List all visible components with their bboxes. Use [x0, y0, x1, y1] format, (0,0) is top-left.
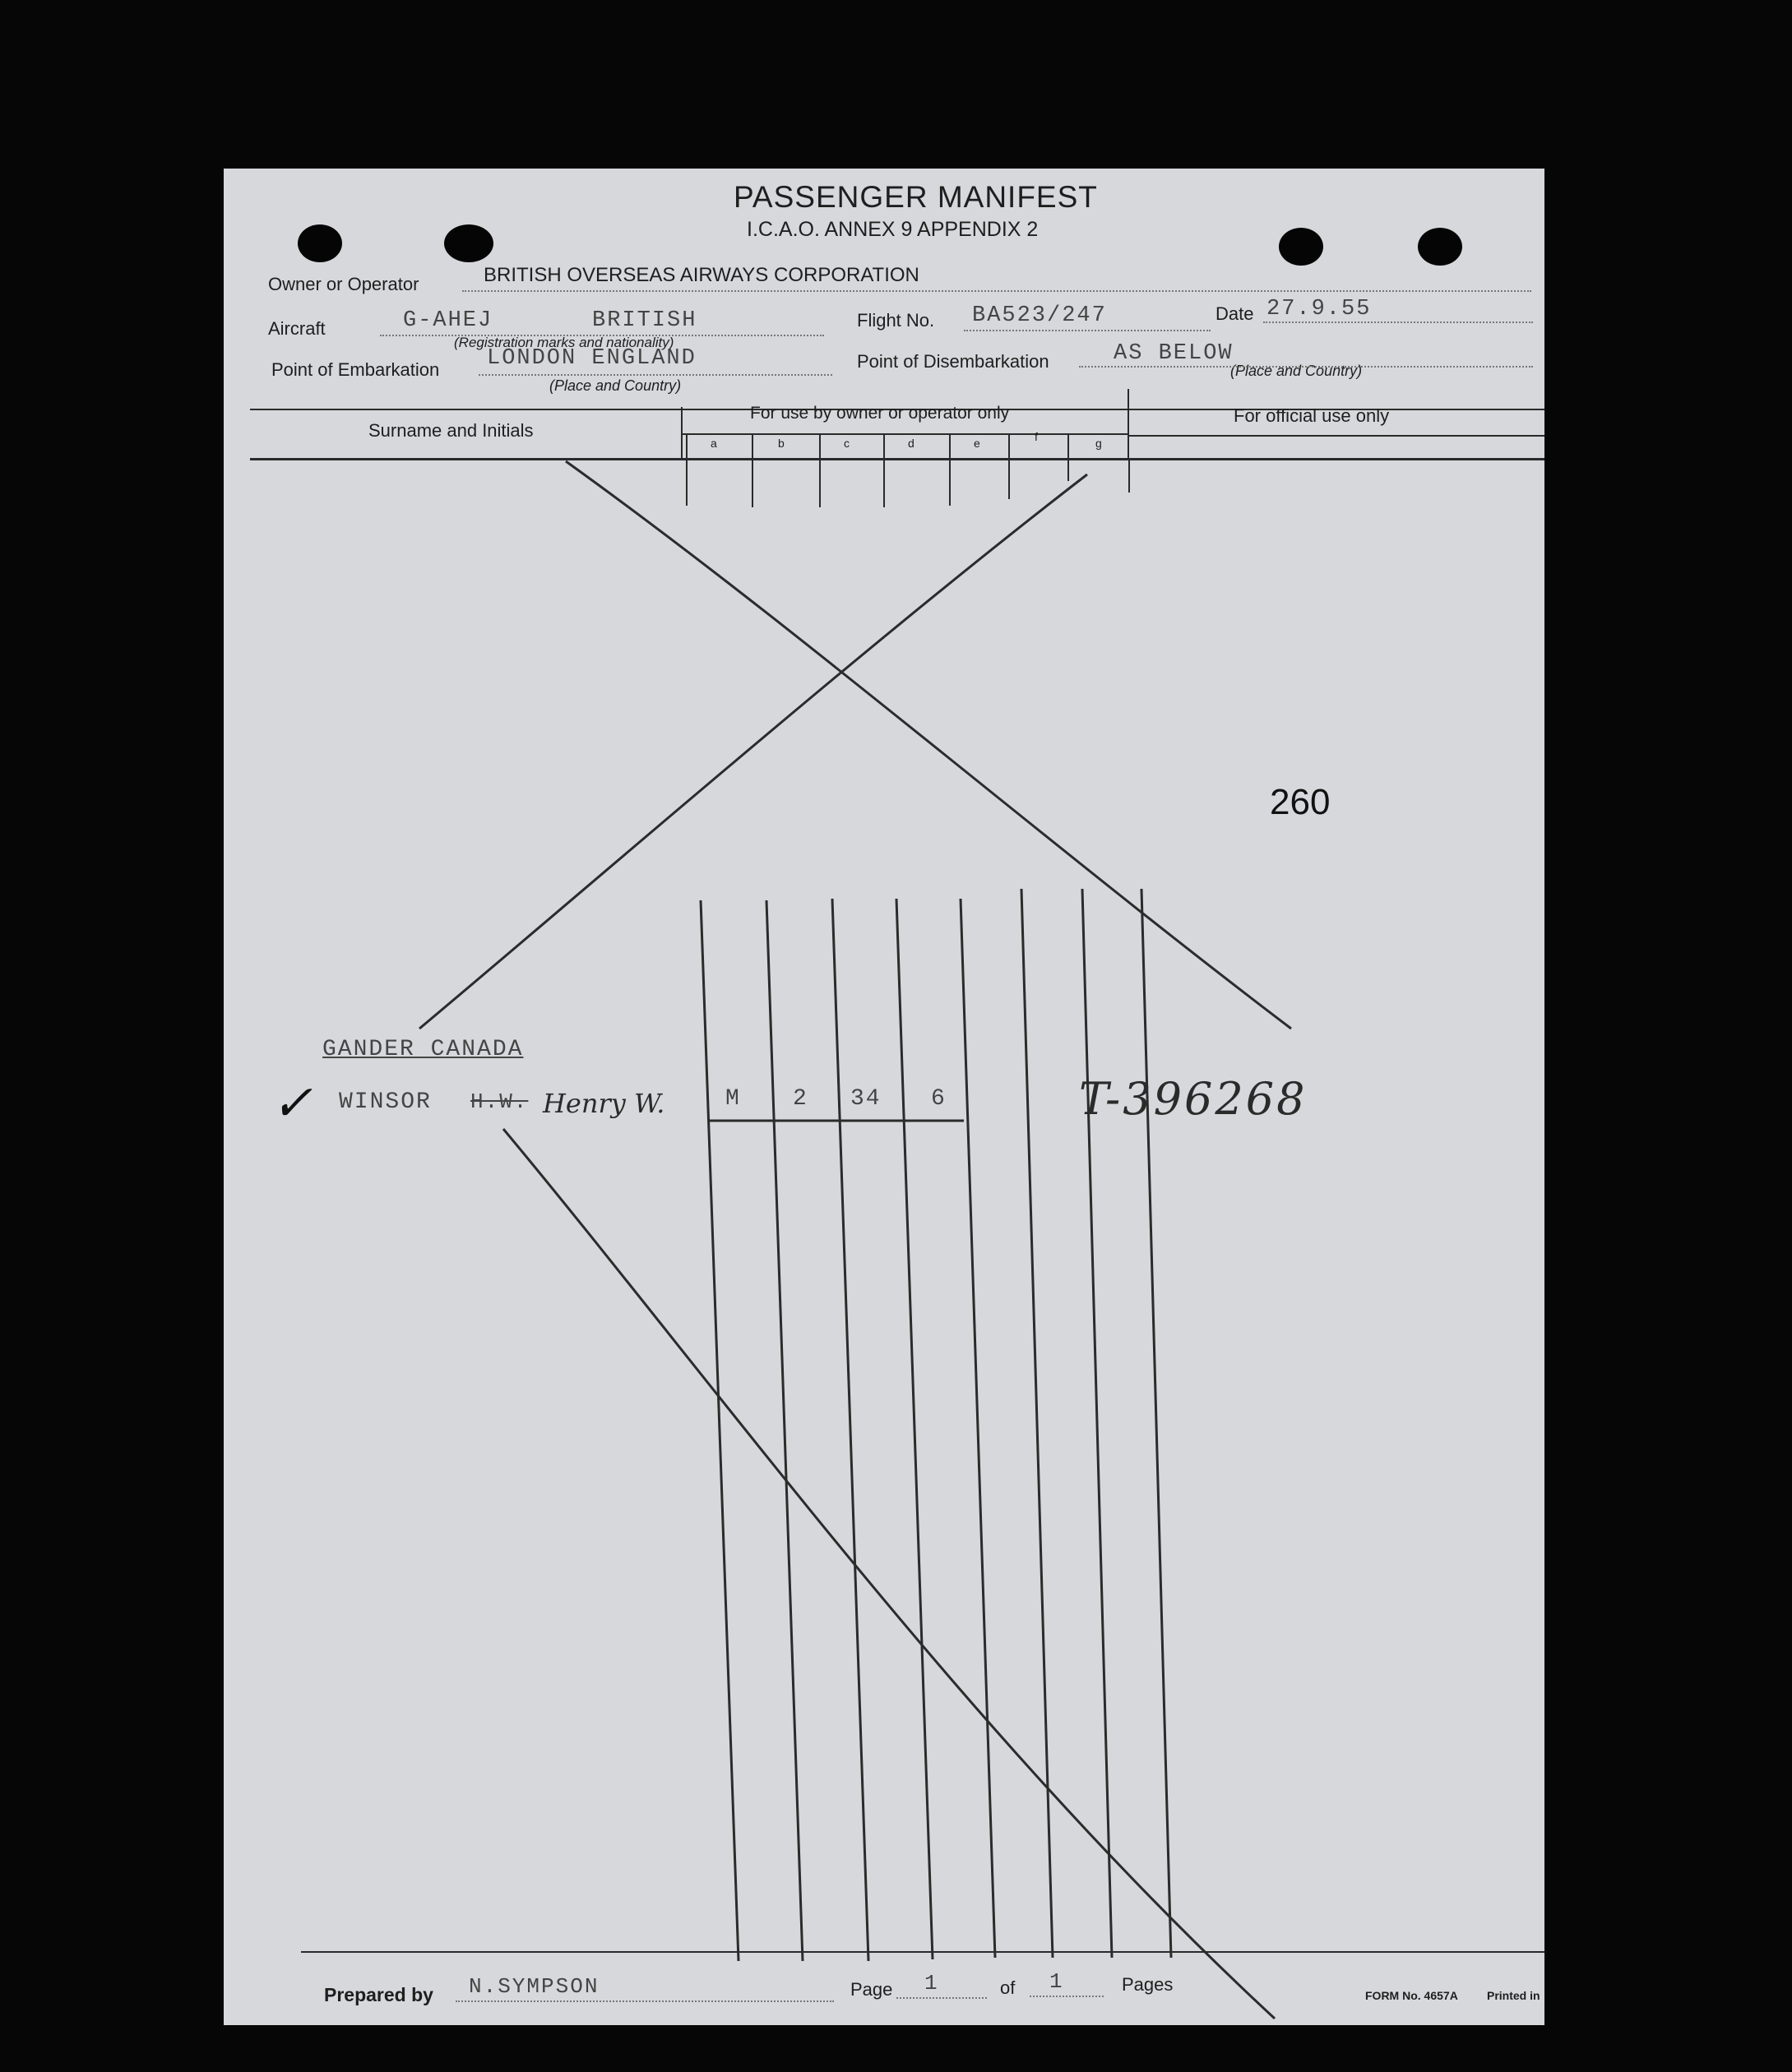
owner-value: BRITISH OVERSEAS AIRWAYS CORPORATION — [484, 264, 919, 286]
ticket-number-handwritten: T-396268 — [1079, 1073, 1308, 1125]
destination-heading: GANDER CANADA — [322, 1037, 524, 1062]
col-owner-header: For use by owner or operator only — [750, 404, 1010, 423]
printed-in: Printed in — [1487, 1989, 1540, 2002]
passenger-col-a: M — [725, 1086, 741, 1112]
aircraft-registration: G-AHEJ — [403, 308, 493, 333]
cancel-stroke-3 — [503, 1129, 1275, 2019]
form-number: FORM No. 4657A — [1365, 1989, 1458, 2002]
disembarkation-label: Point of Disembarkation — [857, 351, 1049, 372]
column-line-8 — [1141, 889, 1171, 1958]
column-line-7 — [1082, 889, 1112, 1958]
page-subtitle: I.C.A.O. ANNEX 9 APPENDIX 2 — [747, 218, 1039, 241]
embarkation-value: LONDON ENGLAND — [487, 346, 697, 371]
column-line-3 — [832, 899, 868, 1961]
flight-value: BA523/247 — [972, 303, 1107, 328]
subcol-e: e — [974, 437, 980, 450]
passenger-struck-initials: H.W. — [470, 1089, 529, 1114]
date-label: Date — [1216, 303, 1254, 324]
col-official-header: For official use only — [1234, 405, 1390, 426]
subcol-d: d — [908, 437, 915, 450]
aircraft-label: Aircraft — [268, 318, 326, 339]
subcol-f: f — [1035, 430, 1038, 443]
aircraft-note: (Registration marks and nationality) — [454, 335, 674, 350]
page-number-stamp: 260 — [1270, 782, 1331, 822]
check-mark: ✓ — [271, 1075, 313, 1132]
column-line-6 — [1021, 889, 1053, 1958]
passenger-col-b: 2 — [793, 1086, 808, 1112]
page-label: Page — [850, 1979, 893, 2000]
manifest-sheet — [224, 169, 1544, 2025]
subcol-g: g — [1095, 437, 1102, 450]
column-line-1 — [701, 900, 739, 1961]
pen-strokes — [224, 169, 1544, 2025]
embarkation-note: (Place and Country) — [549, 377, 682, 394]
subcol-a: a — [711, 437, 717, 450]
embarkation-label: Point of Embarkation — [271, 359, 440, 380]
passenger-given-name: Henry W. — [543, 1088, 665, 1119]
passenger-surname: WINSOR — [339, 1089, 432, 1115]
disembarkation-value: AS BELOW — [1114, 341, 1234, 366]
cancel-stroke-1 — [566, 461, 1291, 1029]
prepared-label: Prepared by — [324, 1984, 433, 2005]
column-line-4 — [896, 899, 933, 1959]
pages-label: Pages — [1122, 1974, 1174, 1995]
column-line-2 — [766, 900, 803, 1961]
subcol-c: c — [844, 437, 850, 450]
col-surname-header: Surname and Initials — [368, 420, 534, 441]
aircraft-nationality: BRITISH — [592, 308, 697, 333]
passenger-col-d: 6 — [931, 1086, 947, 1112]
page-value: 1 — [924, 1971, 939, 1996]
subcol-b: b — [778, 437, 785, 450]
of-label: of — [1000, 1977, 1016, 1998]
passenger-col-c: 34 — [850, 1086, 882, 1112]
disembarkation-note: (Place and Country) — [1230, 363, 1363, 379]
date-value: 27.9.55 — [1266, 297, 1372, 321]
page-title: PASSENGER MANIFEST — [734, 180, 1098, 214]
flight-label: Flight No. — [857, 310, 935, 331]
cancel-stroke-2 — [419, 474, 1087, 1029]
owner-label: Owner or Operator — [268, 274, 419, 294]
prepared-value: N.SYMPSON — [469, 1974, 600, 1999]
of-value: 1 — [1049, 1969, 1064, 1994]
column-line-5 — [961, 899, 995, 1958]
